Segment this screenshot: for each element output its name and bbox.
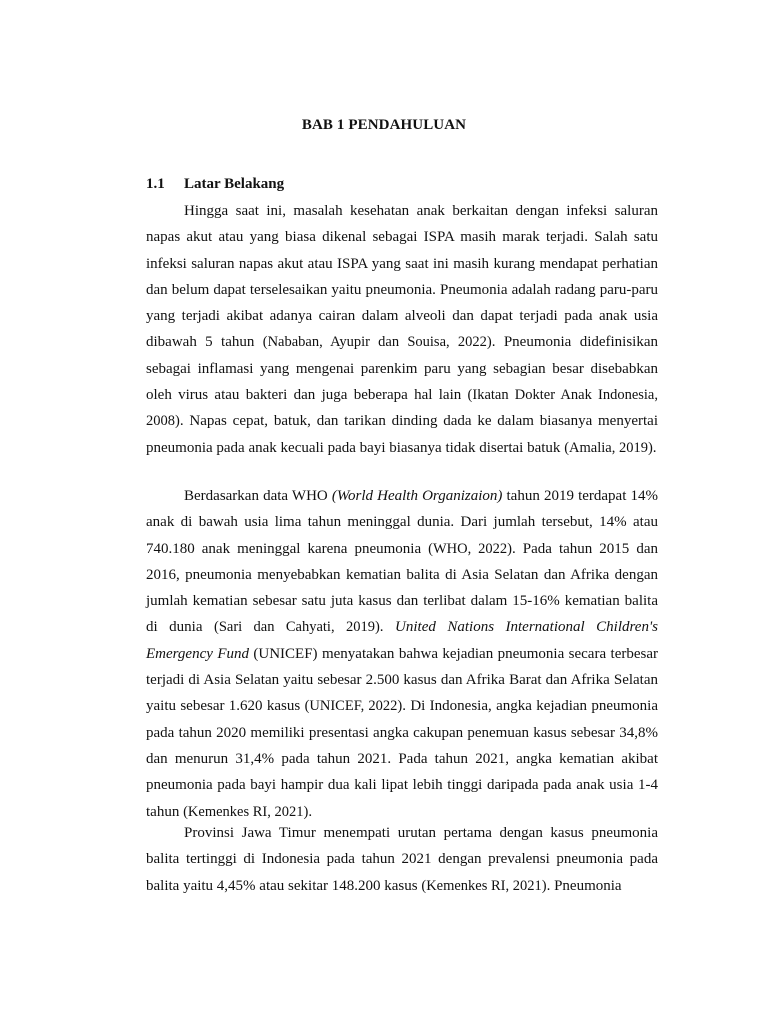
citation: (Kemenkes RI, 2021) xyxy=(183,803,309,820)
paragraph-2 xyxy=(146,483,658,825)
paragraph-text: . Napas cepat, batuk, dan tarikan dinding dada ke dalam biasanya menyertai pneumonia pada anak kecuali pada bayi biasanya tidak disertai batuk xyxy=(146,413,658,456)
citation: (Nababan, Ayupir dan Souisa, 2022) xyxy=(262,334,492,351)
emphasis-text: United Nations International Children's Emergency Fund xyxy=(146,619,658,662)
citation: (Sari dan Cahyati, 2019) xyxy=(214,619,380,636)
citation: (Kemenkes RI, 2021) xyxy=(421,877,547,894)
section-number: 1.1 xyxy=(146,176,165,192)
paragraph-text: . xyxy=(652,439,657,456)
paragraph-text: Berdasarkan data WHO xyxy=(184,488,332,504)
paragraph-3 xyxy=(146,820,658,899)
paragraph-text: Hingga saat ini, masalah kesehatan anak berkaitan dengan infeksi saluran napas akut atau yang biasa dikenal sebagai ISPA masih marak terjadi. Salah satu infeksi saluran napas akut atau ISPA yang saat ini masih kurang mendapat perhatian dan belum dapat terselesaikan yaitu pneumonia. Pneumonia adalah radang paru-paru yang terjadi akibat adanya cairan dalam alveoli dan dapat terjadi pada anak usia dibawah 5 tahun xyxy=(146,203,658,351)
paragraph-1 xyxy=(146,198,658,461)
citation: (UNICEF, 2022) xyxy=(304,698,403,715)
paragraph-text: . Pneumonia didefinisikan sebagai inflamasi yang mengenai parenkim paru yang sebagian besar disebabkan oleh virus atau bakteri dan juga beberapa hal lain xyxy=(146,334,659,404)
paragraph-text: tahun 2019 terdapat 14% anak di bawah usia lima tahun meninggal dunia. Dari jumlah tersebut, 14% atau 740.180 anak meninggal karena pneumonia xyxy=(146,488,659,557)
paragraph-text: . Di Indonesia, angka kejadian pneumonia pada tahun 2020 memiliki presentasi angka cakupan penemuan kasus sebesar 34,8% dan menurun 31,4% pada tahun 2021. Pada tahun 2021, angka kematian akibat pneumonia pada bayi hampir dua kali lipat lebih tinggi daripada pada anak usia 1-4 tahun xyxy=(146,698,659,820)
paragraph-text: . Pneumonia xyxy=(546,877,622,894)
paragraph-text: . Pada tahun 2015 dan 2016, pneumonia menyebabkan kematian balita di Asia Selatan dan Afrika dengan jumlah kematian sebesar satu juta kasus dan terlibat dalam 15-16% kematian balita di dunia xyxy=(146,540,658,636)
citation: (Amalia, 2019) xyxy=(564,439,653,456)
section-title: Latar Belakang xyxy=(184,176,285,192)
chapter-title: BAB 1 PENDAHULUAN xyxy=(301,117,467,133)
paragraph-text: . xyxy=(379,619,396,636)
paragraph-text: . xyxy=(308,803,313,820)
paragraph-text: Provinsi Jawa Timur menempati urutan pertama dengan kasus pneumonia balita tertinggi di Indonesia pada tahun 2021 dengan prevalensi pneumonia pada balita yaitu 4,45% atau sekitar 148.200 kasus xyxy=(146,825,658,894)
citation: (WHO, 2022) xyxy=(428,540,512,557)
paragraph-text: (UNICEF) menyatakan bahwa kejadian pneumonia secara terbesar terjadi di Asia Selatan yaitu sebesar 2.500 kasus dan Afrika Barat dan Afrika Selatan yaitu sebesar 1.620 kasus xyxy=(146,645,658,715)
section-heading xyxy=(146,176,284,193)
emphasis-text: (World Health Organizaion) xyxy=(331,488,503,504)
citation: (Ikatan Dokter Anak Indonesia, 2008) xyxy=(146,387,658,430)
